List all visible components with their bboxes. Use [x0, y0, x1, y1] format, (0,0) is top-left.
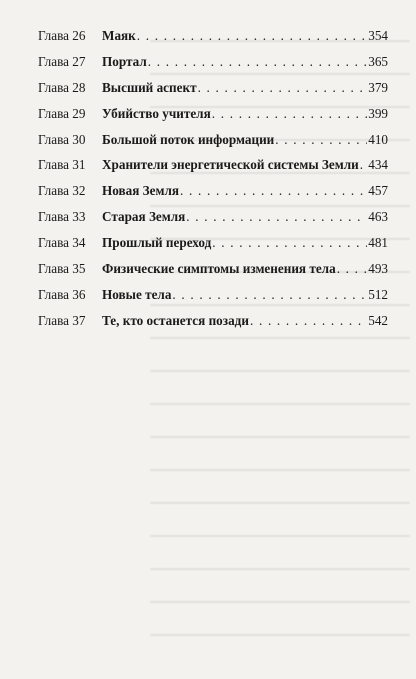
page-number: 365: [368, 53, 388, 69]
toc-entry: [38, 209, 388, 235]
chapter-number: Глава 26: [38, 28, 86, 43]
chapter-title: Физические симптомы изменения тела: [102, 261, 336, 277]
chapter-number: Глава 31: [38, 157, 86, 173]
dot-leader: [186, 209, 367, 225]
chapter-number: Глава 32: [38, 183, 86, 199]
page-number: 379: [368, 79, 388, 95]
page-number: 457: [368, 183, 388, 199]
chapter-number: Глава 35: [38, 261, 86, 277]
page-number: 481: [368, 235, 388, 251]
chapter-title: Те, кто останется позади: [102, 312, 249, 328]
chapter-title: Новая Земля: [102, 183, 179, 199]
dot-leader: [180, 183, 367, 199]
chapter-title: Маяк: [102, 28, 136, 43]
toc-entry: [38, 235, 388, 261]
toc-entry: [38, 132, 388, 158]
chapter-number: Глава 33: [38, 209, 86, 225]
chapter-title: Убийство учителя: [102, 105, 211, 121]
dot-leader: [148, 54, 367, 70]
chapter-number: Глава 28: [38, 79, 86, 95]
page-number: 493: [368, 261, 388, 277]
toc-entry: [38, 287, 388, 313]
page-number: 399: [368, 105, 388, 121]
page-number: 512: [368, 286, 388, 302]
toc-entry: [38, 28, 388, 54]
chapter-number: Глава 37: [38, 312, 86, 328]
chapter-number: Глава 30: [38, 131, 86, 147]
chapter-number: Глава 29: [38, 105, 86, 121]
dot-leader: [275, 132, 367, 148]
chapter-title: Хранители энергетической системы Земли: [102, 157, 359, 173]
page-number: 410: [368, 131, 388, 147]
dot-leader: [337, 261, 368, 277]
dot-leader: [137, 28, 367, 44]
table-of-contents: [38, 28, 388, 339]
toc-entry: [38, 80, 388, 106]
chapter-title: Старая Земля: [102, 209, 186, 225]
chapter-number: Глава 36: [38, 286, 86, 302]
dot-leader: [172, 287, 367, 303]
chapter-number: Глава 34: [38, 235, 86, 251]
dot-leader: [360, 157, 367, 173]
chapter-title: Прошлый переход: [102, 235, 212, 251]
toc-entry: [38, 183, 388, 209]
toc-entry: [38, 313, 388, 339]
dot-leader: [198, 80, 368, 96]
chapter-title: Портал: [102, 53, 147, 69]
dot-leader: [212, 106, 368, 122]
page-number: 434: [368, 157, 388, 173]
chapter-number: Глава 27: [38, 53, 86, 69]
page-number: 542: [368, 312, 388, 328]
toc-entry: [38, 261, 388, 287]
page-number: 463: [368, 209, 388, 225]
toc-entry: [38, 54, 388, 80]
chapter-title: Высший аспект: [102, 79, 197, 95]
toc-entry: [38, 106, 388, 132]
dot-leader: [212, 235, 367, 251]
toc-entry: [38, 157, 388, 183]
page-number: 354: [368, 28, 388, 43]
chapter-title: Новые тела: [102, 286, 172, 302]
chapter-title: Большой поток информации: [102, 131, 275, 147]
dot-leader: [250, 313, 367, 329]
